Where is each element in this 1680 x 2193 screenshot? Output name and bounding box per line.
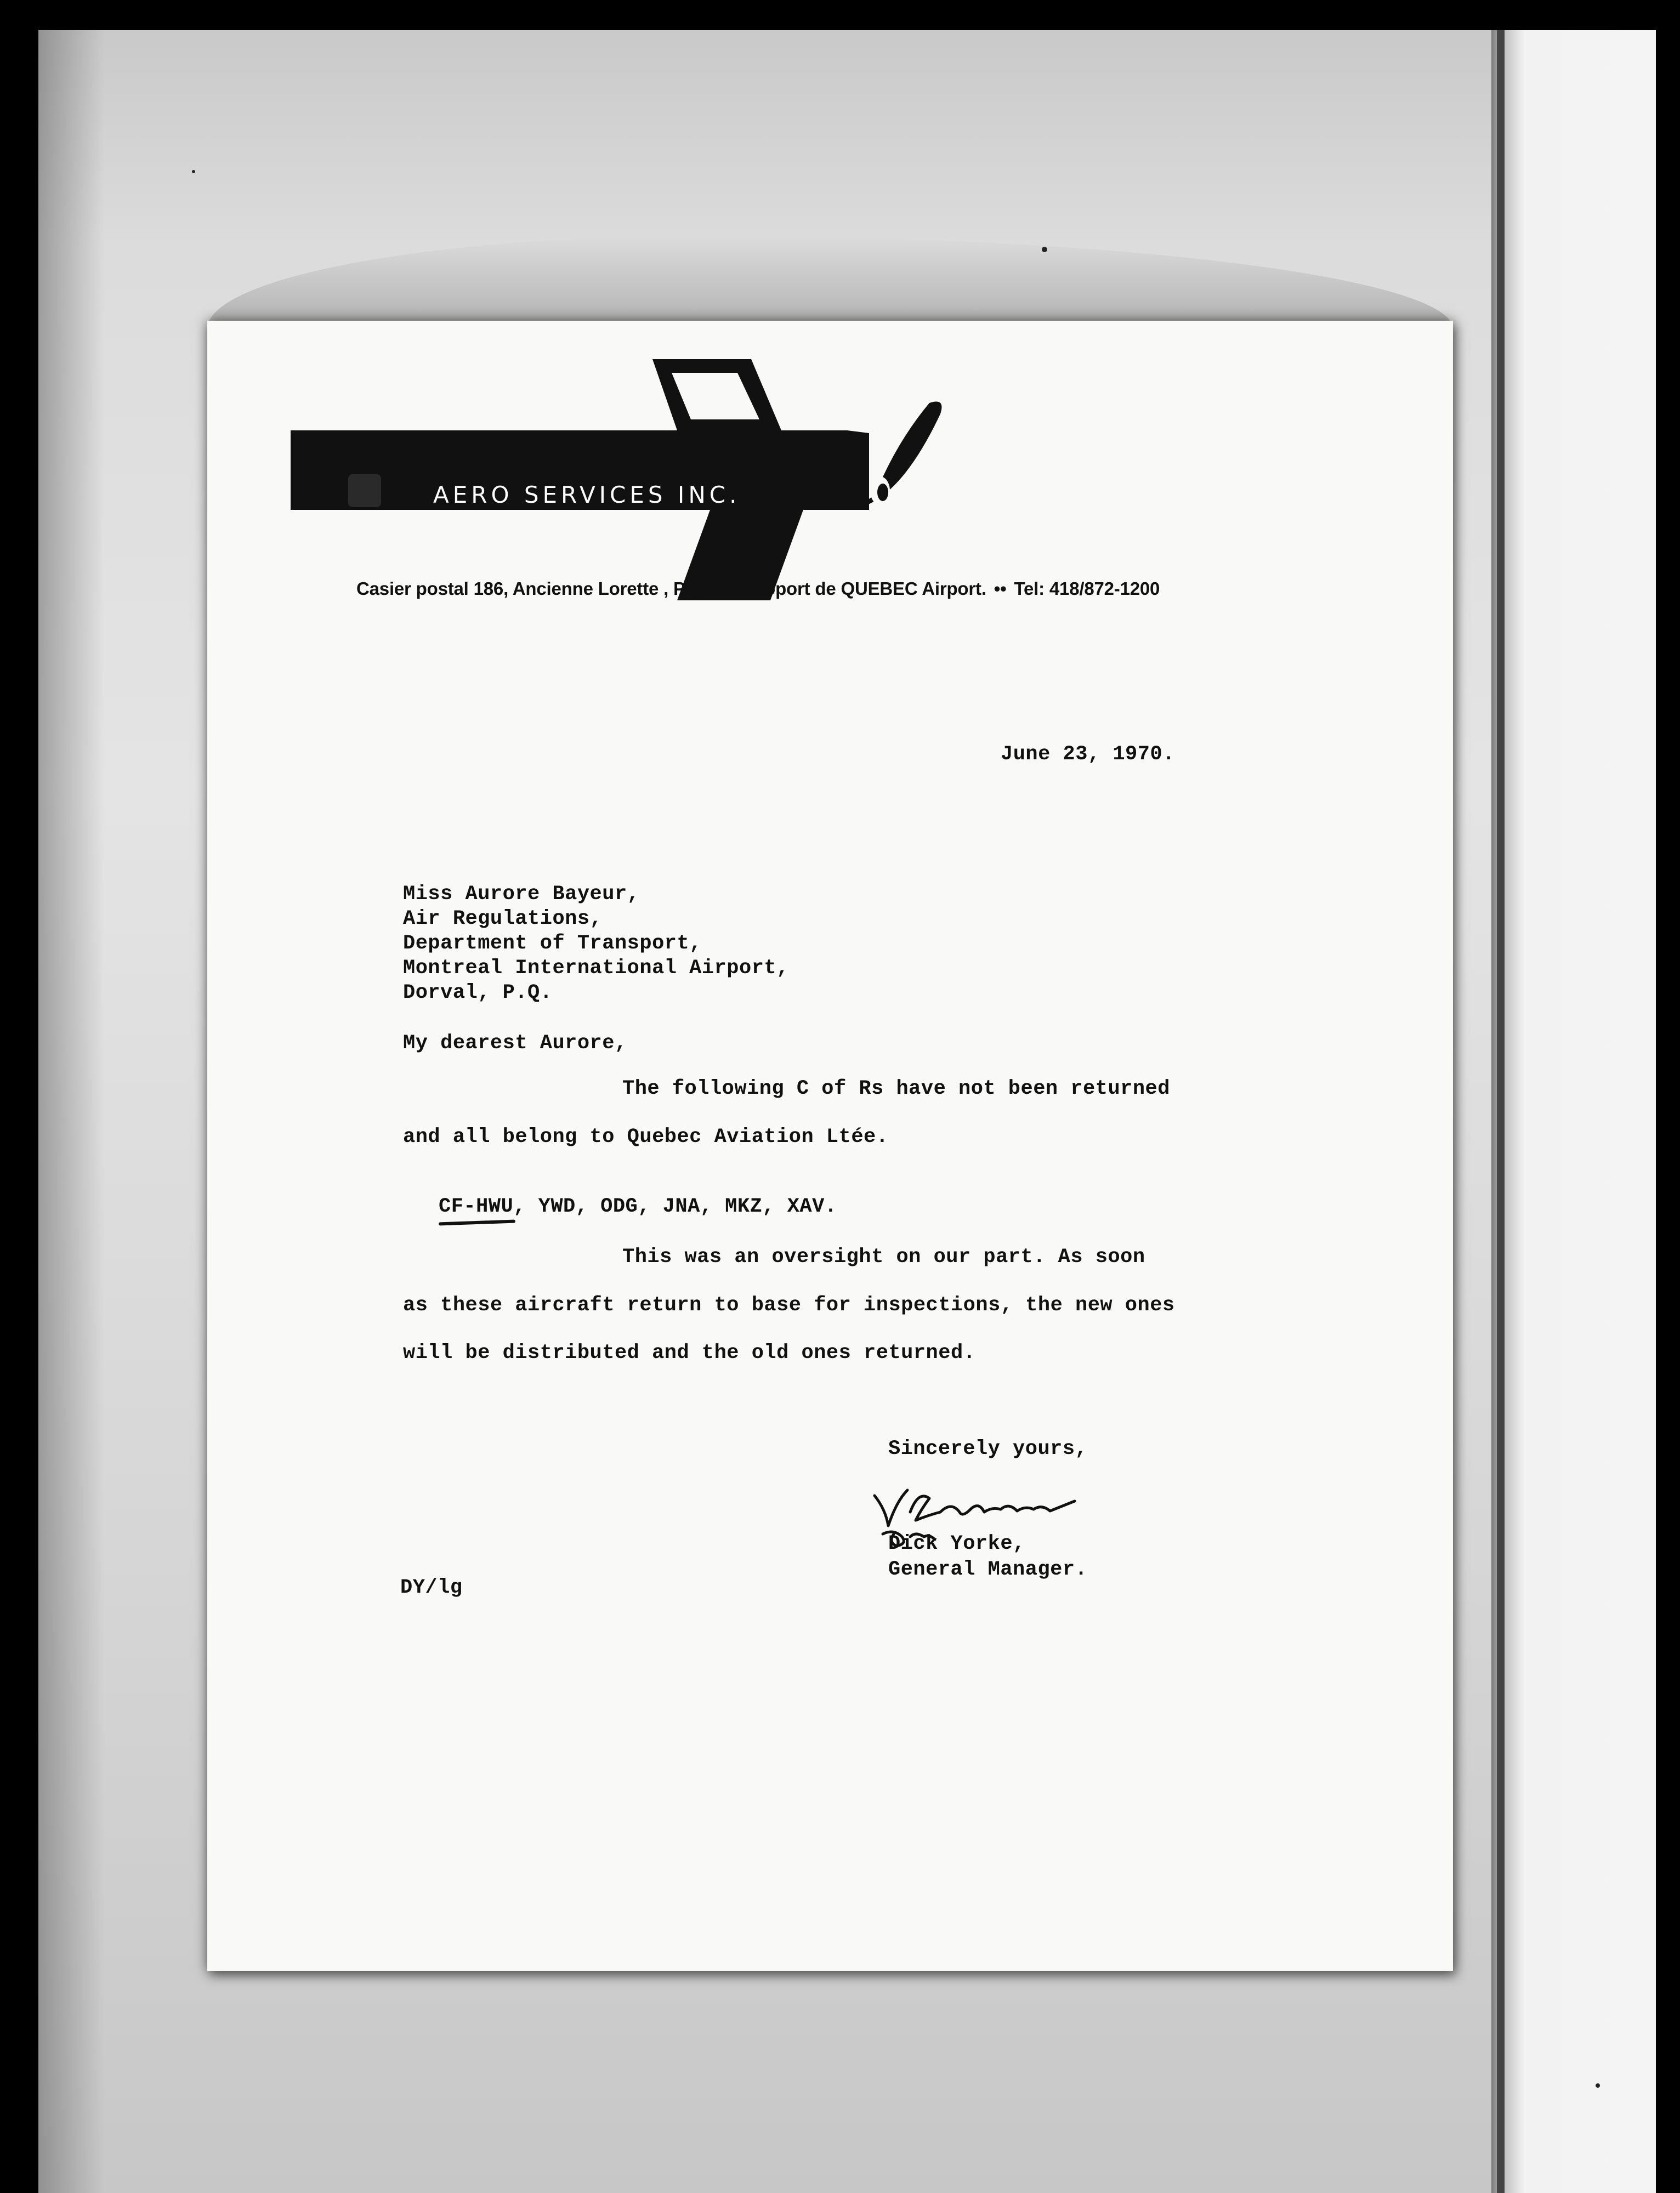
- right-strip-edge: [1656, 30, 1680, 2193]
- letterhead-address: [356, 578, 1289, 599]
- recipient-line-department: Air Regulations,: [403, 907, 603, 930]
- address-phone: Tel: 418/872-1200: [1014, 578, 1160, 599]
- closing: Sincerely yours,: [888, 1438, 1088, 1461]
- reference-initials: DY/lg: [400, 1576, 463, 1599]
- paragraph1-line1: The following C of Rs have not been returned: [622, 1077, 1170, 1100]
- salutation: My dearest Aurore,: [403, 1032, 627, 1055]
- paragraph2-line3: will be distributed and the old ones returned.: [403, 1342, 976, 1365]
- aircraft-registration-list: CF-HWU, YWD, ODG, JNA, MKZ, XAV.: [439, 1195, 837, 1218]
- board-shadow: [38, 30, 104, 2193]
- recipient-line-airport: Montreal International Airport,: [403, 957, 789, 980]
- company-name: AERO SERVICES INC.: [433, 481, 741, 508]
- recipient-line-city: Dorval, P.Q.: [403, 981, 553, 1004]
- right-strip-line: [1497, 30, 1505, 2193]
- scan-speck: [1042, 247, 1047, 252]
- address-po-box: Casier postal 186, Ancienne Lorette , P.Q.: [356, 578, 707, 599]
- recipient-line-name: Miss Aurore Bayeur,: [403, 883, 640, 906]
- address-separator: ••: [714, 578, 727, 599]
- signer-name: Dick Yorke,: [888, 1532, 1025, 1555]
- paragraph2-line2: as these aircraft return to base for inspections, the new ones: [403, 1294, 1175, 1317]
- scan-speck: [1596, 2083, 1600, 2088]
- scan-speck: [192, 170, 195, 173]
- recipient-line-ministry: Department of Transport,: [403, 932, 702, 955]
- right-edge-strip: [1491, 30, 1680, 2193]
- paragraph2-line1: This was an oversight on our part. As soon: [622, 1246, 1145, 1269]
- letter-date: June 23, 1970.: [1001, 743, 1175, 766]
- address-airport: Aêroport de QUEBEC Airport.: [734, 578, 986, 599]
- address-separator: ••: [994, 578, 1007, 599]
- paragraph1-line2: and all belong to Quebec Aviation Ltée.: [403, 1126, 889, 1149]
- signer-title: General Manager.: [888, 1558, 1088, 1581]
